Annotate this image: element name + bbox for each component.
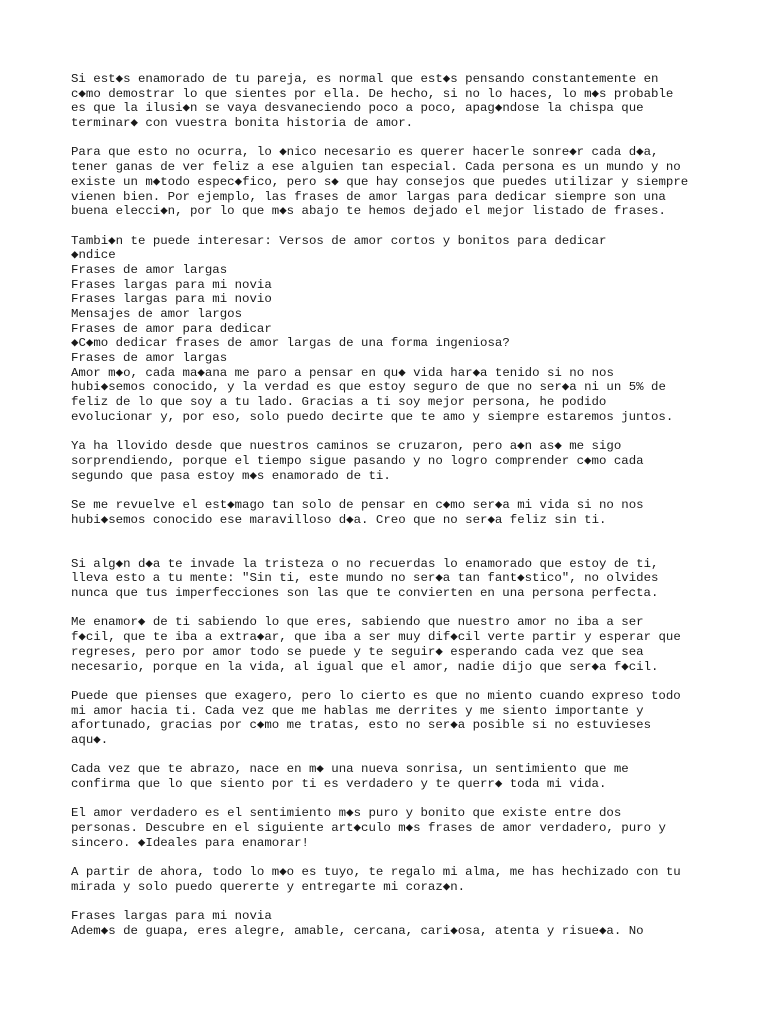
- text-line: existe un m◆todo espec◆fico, pero s◆ que hay consejos que puedes utilizar y siempre: [71, 174, 689, 189]
- text-line: Frases largas para mi novio: [71, 292, 272, 307]
- text-line: regreses, pero por amor todo se puede y te seguir◆ esperando cada vez que sea: [71, 644, 644, 659]
- text-line: El amor verdadero es el sentimiento m◆s puro y bonito que existe entre dos: [71, 806, 622, 821]
- text-line: hubi◆semos conocido ese maravilloso d◆a. Creo que no ser◆a feliz sin ti.: [71, 512, 607, 527]
- paragraph: [71, 557, 731, 601]
- paragraph: [71, 909, 731, 938]
- text-line: mirada y solo puedo quererte y entregarte mi coraz◆n.: [71, 879, 466, 894]
- text-line: ◆C◆mo dedicar frases de amor largas de una forma ingeniosa?: [71, 336, 510, 351]
- text-line: aqu◆.: [71, 732, 109, 747]
- paragraph: [71, 865, 731, 894]
- text-line: Frases largas para mi novia: [71, 909, 272, 924]
- paragraph: [71, 806, 731, 850]
- text-line: vienen bien. Por ejemplo, las frases de amor largas para dedicar siempre son una: [71, 189, 666, 204]
- document-page: [71, 72, 731, 953]
- paragraph: [71, 689, 731, 748]
- text-line: Si alg◆n d◆a te invade la tristeza o no recuerdas lo enamorado que estoy de ti,: [71, 556, 659, 571]
- text-line: nunca que tus imperfecciones son las que te convierten en una persona perfecta.: [71, 586, 659, 601]
- text-line: Frases de amor largas: [71, 351, 228, 366]
- text-line: personas. Descubre en el siguiente art◆culo m◆s frases de amor verdadero, puro y: [71, 821, 666, 836]
- text-line: buena elecci◆n, por lo que m◆s abajo te hemos dejado el mejor listado de frases.: [71, 204, 666, 219]
- text-line: Adem◆s de guapa, eres alegre, amable, cercana, cari◆osa, atenta y risue◆a. No: [71, 923, 644, 938]
- text-line: Ya ha llovido desde que nuestros caminos se cruzaron, pero a◆n as◆ me sigo: [71, 439, 622, 454]
- text-line: Me enamor◆ de ti sabiendo lo que eres, sabiendo que nuestro amor no iba a ser: [71, 615, 644, 630]
- text-line: Frases de amor largas: [71, 262, 228, 277]
- text-line: sincero. ◆Ideales para enamorar!: [71, 835, 309, 850]
- paragraph: [71, 498, 731, 527]
- paragraph: [71, 439, 731, 483]
- text-line: Para que esto no ocurra, lo ◆nico necesario es querer hacerle sonre◆r cada d◆a,: [71, 145, 659, 160]
- text-line: feliz de lo que soy a tu lado. Gracias a ti soy mejor persona, he podido: [71, 395, 607, 410]
- paragraph: [71, 615, 731, 674]
- text-line: Puede que pienses que exagero, pero lo cierto es que no miento cuando expreso todo: [71, 688, 681, 703]
- text-line: Frases largas para mi novia: [71, 277, 272, 292]
- paragraph: [71, 72, 731, 131]
- text-line: terminar◆ con vuestra bonita historia de amor.: [71, 116, 414, 131]
- text-line: ◆ndice: [71, 248, 116, 263]
- text-line: afortunado, gracias por c◆mo me tratas, esto no ser◆a posible si no estuvieses: [71, 718, 652, 733]
- text-line: es que la ilusi◆n se vaya desvaneciendo poco a poco, apag◆ndose la chispa que: [71, 101, 644, 116]
- text-line: lleva esto a tu mente: "Sin ti, este mundo no ser◆a tan fant◆stico", no olvides: [71, 571, 659, 586]
- text-line: mi amor hacia ti. Cada vez que me hablas me derrites y me siento importante y: [71, 703, 644, 718]
- text-line: Cada vez que te abrazo, nace en m◆ una nueva sonrisa, un sentimiento que me: [71, 762, 629, 777]
- text-line: tener ganas de ver feliz a ese alguien tan especial. Cada persona es un mundo y no: [71, 160, 681, 175]
- text-line: c◆mo demostrar lo que sientes por ella. De hecho, si no lo haces, lo m◆s probable: [71, 86, 674, 101]
- text-line: Mensajes de amor largos: [71, 307, 243, 321]
- text-line: Amor m◆o, cada ma◆ana me paro a pensar en qu◆ vida har◆a tenido si no nos: [71, 365, 614, 380]
- text-line: A partir de ahora, todo lo m◆o es tuyo, te regalo mi alma, me has hechizado con tu: [71, 865, 681, 880]
- text-line: Tambi◆n te puede interesar: Versos de amor cortos y bonitos para dedicar: [71, 233, 607, 248]
- text-line: evolucionar y, por eso, solo puedo decirte que te amo y siempre estaremos juntos.: [71, 409, 674, 424]
- text-line: necesario, porque en la vida, al igual que el amor, nadie dijo que ser◆a f◆cil.: [71, 659, 659, 674]
- paragraph: [71, 145, 731, 218]
- paragraph: [71, 762, 731, 791]
- text-line: Frases de amor para dedicar: [71, 321, 272, 336]
- text-line: f◆cil, que te iba a extra◆ar, que iba a ser muy dif◆cil verte partir y esperar que: [71, 630, 681, 645]
- text-line: hubi◆semos conocido, y la verdad es que estoy seguro de que no ser◆a ni un 5% de: [71, 380, 666, 395]
- text-line: sorprendiendo, porque el tiempo sigue pasando y no logro comprender c◆mo cada: [71, 453, 644, 468]
- paragraph: [71, 234, 731, 425]
- text-line: segundo que pasa estoy m◆s enamorado de ti.: [71, 468, 391, 483]
- text-line: confirma que lo que siento por ti es verdadero y te querr◆ toda mi vida.: [71, 777, 607, 792]
- text-line: Se me revuelve el est◆mago tan solo de pensar en c◆mo ser◆a mi vida si no nos: [71, 497, 644, 512]
- text-line: Si est◆s enamorado de tu pareja, es normal que est◆s pensando constantemente en: [71, 72, 659, 86]
